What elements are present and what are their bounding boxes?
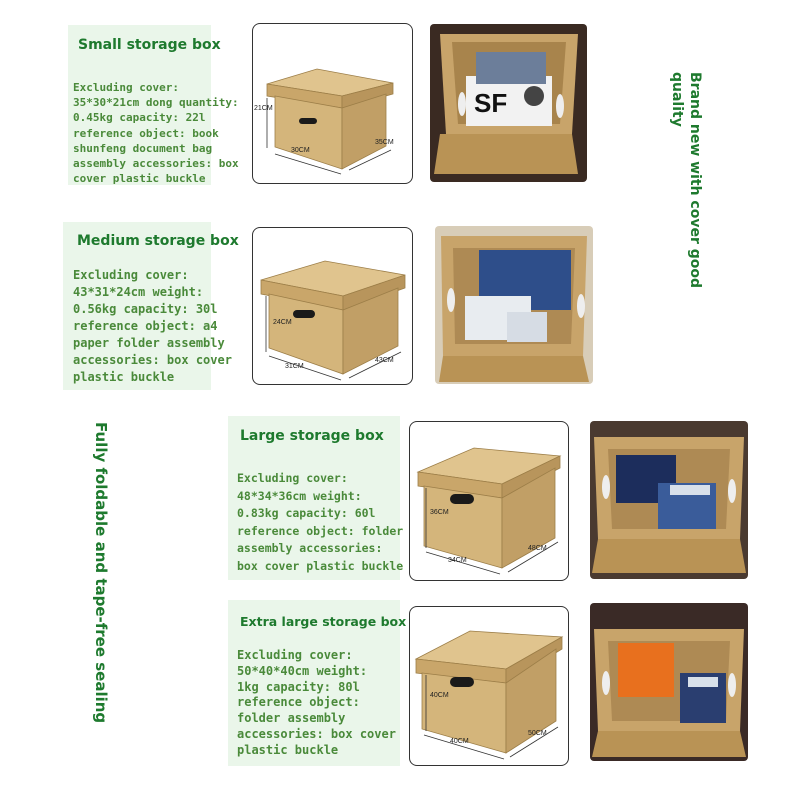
xl-box-photo [590, 603, 748, 761]
large-box-width-label: 34CM [448, 557, 467, 564]
large-box-diagram [409, 421, 569, 581]
small-box-photo [430, 24, 587, 182]
large-box-photo [590, 421, 748, 579]
medium-box-photo [435, 226, 593, 384]
large-box-depth-label: 48CM [528, 545, 547, 552]
xl-box-description: Excluding cover: 50*40*40cm weight: 1kg capacity: 80l reference object: folder assembly accessories: box cover plastic buckle [237, 648, 396, 757]
xl-box-height-label: 40CM [430, 692, 449, 699]
sf-bag-label: SF [474, 88, 508, 118]
medium-box-diagram [252, 227, 413, 385]
medium-box-depth-label: 43CM [375, 357, 394, 364]
xl-box-diagram [409, 606, 569, 766]
xl-box-title: Extra large storage box [240, 614, 407, 629]
medium-box-height-label: 24CM [273, 319, 292, 326]
xl-box-depth-label: 50CM [528, 730, 547, 737]
small-box-diagram [252, 23, 413, 184]
large-box-height-label: 36CM [430, 509, 449, 516]
small-box-height-label: 21CM [254, 105, 273, 112]
side-caption-foldable: Fully foldable and tape-free sealing [92, 422, 110, 724]
large-box-description: Excluding cover: 48*34*36cm weight: 0.83kg capacity: 60l reference object: folder assembly accessories: box cover plastic buckle [237, 471, 404, 573]
medium-box-width-label: 31CM [285, 363, 304, 370]
small-box-depth-label: 35CM [375, 139, 394, 146]
side-caption-quality: Brand new with cover good quality [669, 72, 703, 289]
small-box-title: Small storage box [78, 37, 221, 53]
xl-box-width-label: 40CM [450, 738, 469, 745]
medium-box-title: Medium storage box [77, 233, 239, 249]
small-box-description: Excluding cover: 35*30*21cm dong quantity: 0.45kg capacity: 22l reference object: book shunfeng document bag assembly accessories: box cover plastic buckle [73, 81, 239, 186]
medium-box-description: Excluding cover: 43*31*24cm weight: 0.56kg capacity: 30l reference object: a4 paper folder assembly accessories: box cover plastic buckle [73, 268, 232, 384]
large-box-title: Large storage box [240, 428, 384, 444]
small-box-width-label: 30CM [291, 147, 310, 154]
